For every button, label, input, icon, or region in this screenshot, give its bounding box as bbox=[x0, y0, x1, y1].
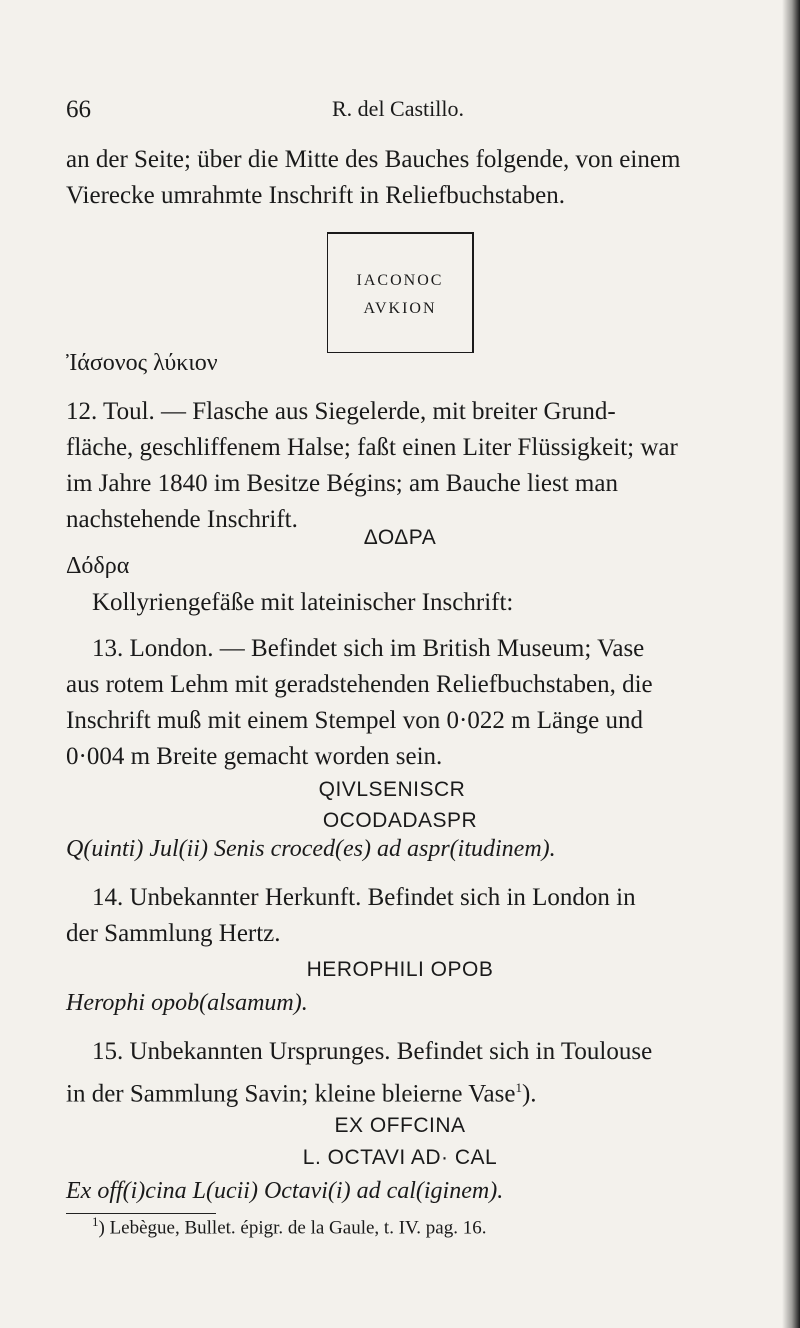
greek-transcription-1: Ἰάσονος λύκιον bbox=[66, 350, 218, 376]
footnote-text: ) Lebègue, Bullet. épigr. de la Gaule, t. IV. pag. 16. bbox=[98, 1217, 487, 1239]
item-15-line-2-text: in der Sammlung Savin; kleine bleierne Vase bbox=[66, 1080, 516, 1108]
intro-line-2: Vierecke umrahmte Inschrift in Reliefbuchstaben. bbox=[66, 182, 565, 209]
kollyrien-heading: Kollyriengefäße mit lateinischer Inschrift: bbox=[92, 589, 514, 616]
item-13-inscription-1: QIVLSENISCR bbox=[318, 778, 466, 801]
item-15-line-2-end: ). bbox=[521, 1080, 537, 1108]
item-13-reading: Q(uinti) Jul(ii) Senis croced(es) ad aspr(itudinem). bbox=[66, 836, 556, 862]
page-edge-shadow bbox=[782, 0, 800, 1328]
item-13-line-1: 13. London. — Befindet sich im British Museum; Vase bbox=[92, 635, 645, 662]
item-15-reading: Ex off(i)cina L(ucii) Octavi(i) ad cal(iginem). bbox=[66, 1178, 504, 1204]
item-15-inscription-2: L. OCTAVI AD· CAL bbox=[302, 1146, 498, 1169]
item-12-line-3: im Jahre 1840 im Besitze Bégins; am Bauche liest man bbox=[66, 470, 618, 497]
item-13-line-2: aus rotem Lehm mit geradstehenden Reliefbuchstaben, die bbox=[66, 671, 653, 698]
running-head: R. del Castillo. bbox=[332, 96, 464, 121]
item-14-reading: Herophi opob(alsamum). bbox=[66, 990, 308, 1016]
footnote-marker: 1 bbox=[92, 1214, 99, 1229]
page-header bbox=[0, 96, 800, 126]
item-12-greek: Δόδρα bbox=[66, 553, 130, 579]
item-14-line-1: 14. Unbekannter Herkunft. Befindet sich in London in bbox=[92, 884, 636, 911]
item-14-inscription: HEROPHILI OPOB bbox=[306, 958, 494, 981]
item-12-line-1: 12. Toul. — Flasche aus Siegelerde, mit breiter Grund- bbox=[66, 398, 616, 425]
item-13-line-4: 0·004 m Breite gemacht worden sein. bbox=[66, 743, 443, 770]
footnote-marker-ref: 1 bbox=[515, 1080, 522, 1095]
intro-line-1: an der Seite; über die Mitte des Bauches folgende, von einem bbox=[66, 146, 681, 173]
item-15-inscription-1: EX OFFCINA bbox=[334, 1114, 466, 1137]
framed-inscription-line-2: AVKION bbox=[363, 300, 437, 317]
item-12-line-4: nachstehende Inschrift. bbox=[66, 506, 298, 533]
framed-inscription-line-1: IACONOC bbox=[356, 272, 444, 289]
item-15-line-1: 15. Unbekannten Ursprunges. Befindet sich in Toulouse bbox=[92, 1038, 653, 1065]
item-14-line-2: der Sammlung Hertz. bbox=[66, 920, 281, 947]
framed-inscription bbox=[327, 232, 474, 353]
footnote bbox=[92, 1214, 487, 1239]
item-15-line-2 bbox=[66, 1070, 738, 1112]
item-12-line-2: fläche, geschliffenem Halse; faßt einen Liter Flüssigkeit; war bbox=[66, 434, 678, 461]
page-number: 66 bbox=[66, 96, 91, 123]
item-13-line-3: Inschrift muß mit einem Stempel von 0·022 m Länge und bbox=[66, 707, 643, 734]
item-13-inscription-2: OCODADASPR bbox=[322, 809, 478, 832]
item-12-inscription: ΔΟΔΡΑ bbox=[363, 526, 437, 549]
